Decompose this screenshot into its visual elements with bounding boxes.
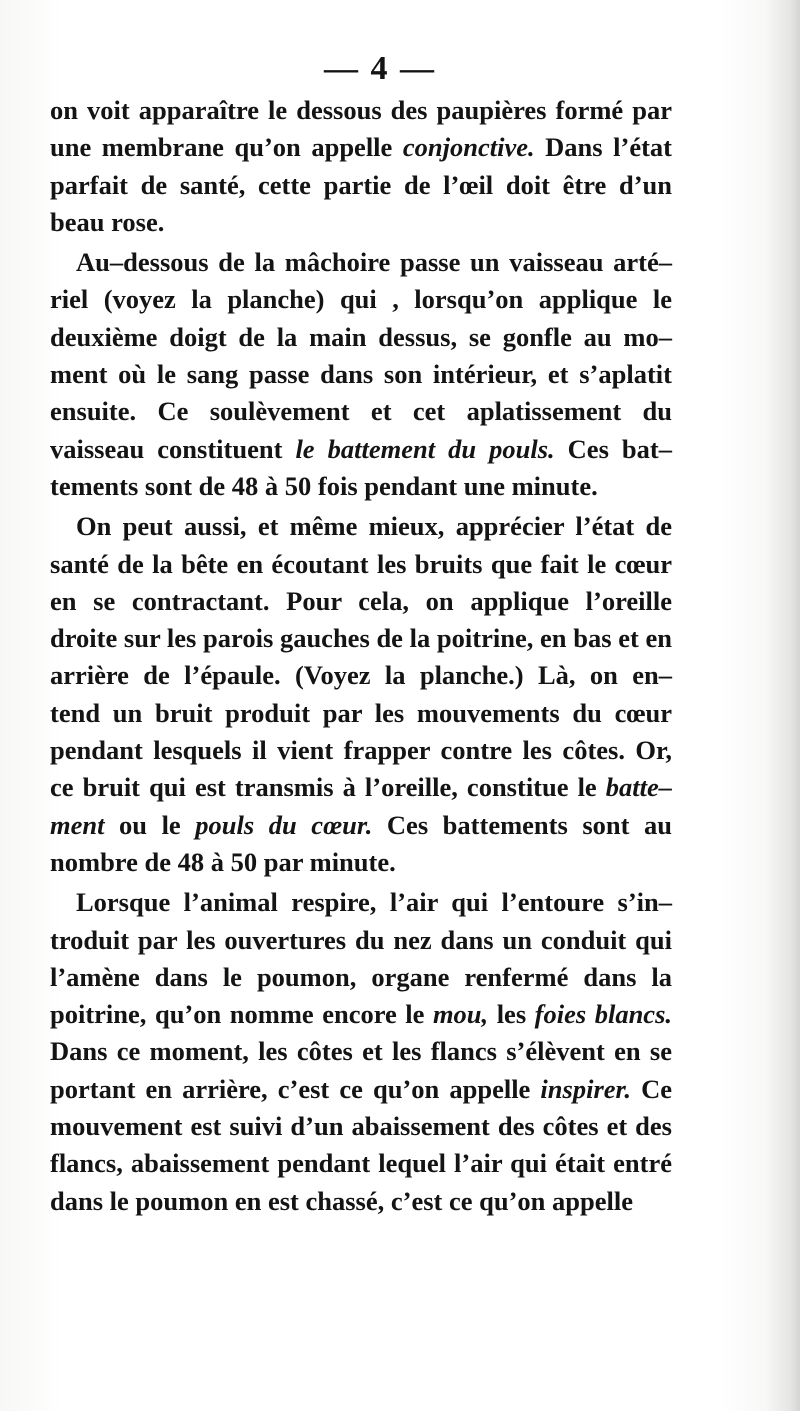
text-run: mouvement est suivi d’un abaissement des côtes et des	[50, 1111, 672, 1142]
text-line	[50, 431, 672, 468]
italic-term: inspirer.	[540, 1073, 631, 1104]
text-line	[50, 996, 672, 1033]
text-run: Au–dessous de la mâchoire passe un vaisseau arté–	[76, 247, 672, 278]
text-run: On peut aussi, et même mieux, apprécier l’état de	[76, 511, 672, 542]
text-run: vaisseau constituent	[50, 433, 296, 464]
italic-term: conjonctive.	[402, 132, 535, 163]
text-run: ou le	[104, 809, 196, 840]
paragraph	[50, 92, 672, 241]
text-run: Lorsque l’animal respire, l’air qui l’entoure s’in–	[76, 887, 672, 918]
text-line	[50, 1033, 672, 1070]
text-line	[50, 769, 672, 806]
text-run: santé de la bête en écoutant les bruits que fait le cœur	[50, 548, 672, 579]
text-run: Ces bat–	[554, 433, 672, 464]
italic-term: ment	[50, 809, 105, 840]
text-run: une membrane qu’on appelle	[50, 132, 403, 163]
text-run: portant en arrière, c’est ce qu’on appelle	[50, 1073, 541, 1104]
text-line	[50, 1071, 672, 1108]
text-line	[50, 356, 672, 393]
text-run: l’amène dans le poumon, organe renfermé dans la	[50, 961, 672, 992]
italic-term: mou,	[432, 999, 489, 1030]
text-line	[50, 468, 672, 505]
text-line	[50, 92, 672, 129]
text-line	[50, 1145, 672, 1182]
text-run: Dans ce moment, les côtes et les flancs s’élèvent en se	[50, 1036, 672, 1067]
paragraph	[50, 508, 672, 881]
text-run: nombre de 48 à 50 par minute.	[50, 846, 396, 877]
text-run: tend un bruit produit par les mouvements du cœur	[50, 697, 672, 728]
page-number: — 4 —	[324, 50, 436, 87]
text-line	[50, 884, 672, 921]
italic-term: batte–	[605, 772, 672, 803]
text-line	[50, 657, 672, 694]
text-run: tements sont de 48 à 50 fois pendant une minute.	[50, 470, 598, 501]
text-line	[50, 281, 672, 318]
text-line	[50, 546, 672, 583]
text-line	[50, 393, 672, 430]
text-run: poitrine, qu’on nomme encore le	[50, 999, 433, 1030]
text-run: dans le poumon en est chassé, c’est ce qu’on appelle	[50, 1185, 634, 1216]
text-line	[50, 508, 672, 545]
text-line	[50, 204, 672, 241]
text-line	[50, 620, 672, 657]
text-run: droite sur les parois gauches de la poitrine, en bas et en	[50, 623, 672, 654]
text-run: troduit par les ouvertures du nez dans un conduit qui	[50, 924, 672, 955]
text-run: flancs, abaissement pendant lequel l’air qui était entré	[50, 1148, 672, 1179]
text-run: riel (voyez la planche) qui , lorsqu’on applique le	[50, 284, 672, 315]
text-line	[50, 129, 672, 166]
body-text	[50, 92, 672, 1220]
text-line	[50, 1183, 672, 1220]
page-edge-shadow	[766, 0, 800, 1411]
text-run: ce bruit qui est transmis à l’oreille, constitue le	[50, 772, 606, 803]
text-run: Ce	[631, 1073, 672, 1104]
text-line	[50, 1108, 672, 1145]
italic-term: pouls du cœur.	[195, 809, 373, 840]
paragraph	[50, 884, 672, 1220]
text-run: Dans l’état	[534, 132, 672, 163]
text-line	[50, 844, 672, 881]
text-line	[50, 807, 672, 844]
text-run: les	[488, 999, 535, 1030]
text-run: en se contractant. Pour cela, on applique l’oreille	[50, 585, 672, 616]
italic-term: le battement du pouls.	[295, 433, 555, 464]
text-run: beau rose.	[50, 206, 165, 237]
text-line	[50, 319, 672, 356]
text-line	[50, 732, 672, 769]
paragraph	[50, 244, 672, 505]
text-run: arrière de l’épaule. (Voyez la planche.) Là, on en–	[50, 660, 672, 691]
text-run: Ces battements sont au	[372, 809, 673, 840]
text-line	[50, 922, 672, 959]
text-line	[50, 695, 672, 732]
text-line	[50, 959, 672, 996]
text-run: ment où le sang passe dans son intérieur, et s’aplatit	[50, 359, 672, 390]
text-run: deuxième doigt de la main dessus, se gonfle au mo–	[50, 321, 672, 352]
text-line	[50, 244, 672, 281]
text-run: on voit apparaître le dessous des paupières formé par	[50, 95, 672, 125]
text-run: parfait de santé, cette partie de l’œil doit être d’un	[50, 169, 672, 200]
text-line	[50, 583, 672, 620]
text-run: ensuite. Ce soulèvement et cet aplatissement du	[50, 396, 672, 427]
text-run: pendant lesquels il vient frapper contre les côtes. Or,	[50, 735, 672, 766]
italic-term: foies blancs.	[534, 999, 673, 1030]
text-line	[50, 167, 672, 204]
